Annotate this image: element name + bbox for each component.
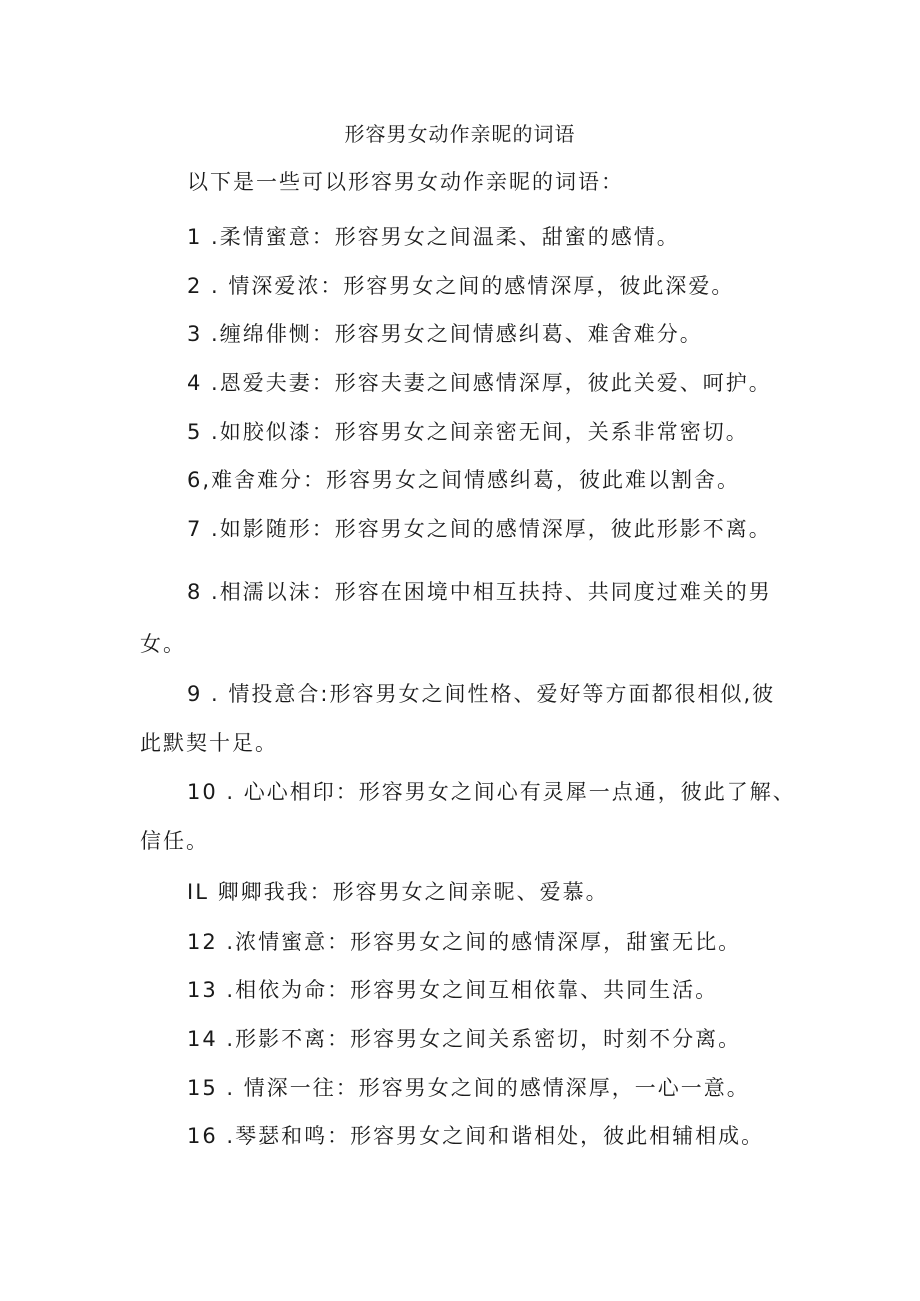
list-item	[187, 322, 703, 347]
item-separator: .	[217, 930, 236, 954]
item-number: 15	[187, 1076, 218, 1100]
list-item	[187, 978, 718, 1003]
list-item	[187, 1027, 741, 1052]
item-number: 3	[187, 322, 203, 346]
item-text: 琴瑟和鸣：形容男女之间和谐相处，彼此相辅相成。	[235, 1124, 765, 1148]
item-separator: .	[202, 580, 220, 604]
item-number: 16	[187, 1124, 218, 1148]
item-number: 9	[187, 682, 203, 706]
item-number: IL	[187, 880, 209, 904]
list-item	[187, 682, 775, 707]
item-text: 相濡以沫：形容在困境中相互扶持、共同度过难关的男	[219, 580, 772, 604]
item-separator: .	[202, 517, 220, 541]
list-item-continuation: 此默契十足。	[140, 731, 278, 755]
item-text: 心心相印：形容男女之间心有灵犀一点通，彼此了解、	[243, 780, 796, 804]
item-number: 13	[187, 978, 218, 1002]
item-number: 14	[187, 1027, 218, 1051]
list-item-continuation: 信任。	[140, 829, 209, 853]
item-separator: .	[202, 274, 229, 298]
item-separator: .	[217, 978, 236, 1002]
list-item	[187, 780, 796, 805]
item-text: 如胶似漆：形容男女之间亲密无间，关系非常密切。	[219, 420, 749, 444]
item-text: 卿卿我我：形容男女之间亲昵、爱慕。	[217, 880, 609, 904]
item-separator: .	[202, 371, 220, 395]
item-separator: .	[217, 1027, 236, 1051]
list-item	[187, 517, 772, 542]
item-separator: .	[217, 1076, 244, 1100]
item-text: 浓情蜜意：形容男女之间的感情深厚，甜蜜无比。	[235, 930, 742, 954]
item-number: 6	[187, 468, 203, 492]
list-item	[187, 274, 734, 299]
item-number: 5	[187, 420, 203, 444]
item-text: 情深一往：形容男女之间的感情深厚，一心一意。	[243, 1076, 750, 1100]
item-number: 1	[187, 225, 203, 249]
item-separator: .	[217, 780, 244, 804]
item-number: 2	[187, 274, 203, 298]
item-text: 情深爱浓：形容男女之间的感情深厚，彼此深爱。	[228, 274, 735, 298]
item-separator: .	[202, 322, 220, 346]
list-item	[187, 371, 772, 396]
item-number: 7	[187, 517, 203, 541]
list-item	[187, 1076, 750, 1101]
list-item	[187, 1124, 764, 1149]
list-item	[187, 930, 741, 955]
list-item	[187, 420, 749, 445]
item-text: 柔情蜜意：形容男女之间温柔、甜蜜的感情。	[219, 225, 680, 249]
item-number: 4	[187, 371, 203, 395]
item-separator: .	[202, 420, 220, 444]
item-text: 难舍难分：形容男女之间情感纠葛，彼此难以割舍。	[211, 468, 741, 492]
item-number: 10	[187, 780, 218, 804]
document-title: 形容男女动作亲昵的词语	[344, 122, 576, 146]
item-number: 8	[187, 580, 203, 604]
item-text: 缠绵俳恻：形容男女之间情感纠葛、难舍难分。	[219, 322, 703, 346]
item-text: 相依为命：形容男女之间互相依靠、共同生活。	[235, 978, 719, 1002]
item-number: 12	[187, 930, 218, 954]
item-text: 如影随形：形容男女之间的感情深厚，彼此形影不离。	[219, 517, 772, 541]
item-separator: .	[217, 1124, 236, 1148]
item-separator: .	[202, 682, 229, 706]
item-separator: .	[202, 225, 220, 249]
list-item-continuation: 女。	[140, 632, 186, 656]
list-item	[187, 225, 680, 250]
item-text: 情投意合:形容男女之间性格、爱好等方面都很相似,彼	[228, 682, 776, 706]
list-item	[187, 580, 772, 605]
item-separator	[209, 880, 218, 904]
list-item	[187, 880, 609, 905]
item-text: 形影不离：形容男女之间关系密切，时刻不分离。	[235, 1027, 742, 1051]
item-separator: ,	[202, 468, 212, 492]
intro-text: 以下是一些可以形容男女动作亲昵的词语：	[187, 170, 624, 194]
list-item	[187, 468, 740, 493]
item-text: 恩爱夫妻：形容夫妻之间感情深厚，彼此关爱、呵护。	[219, 371, 772, 395]
